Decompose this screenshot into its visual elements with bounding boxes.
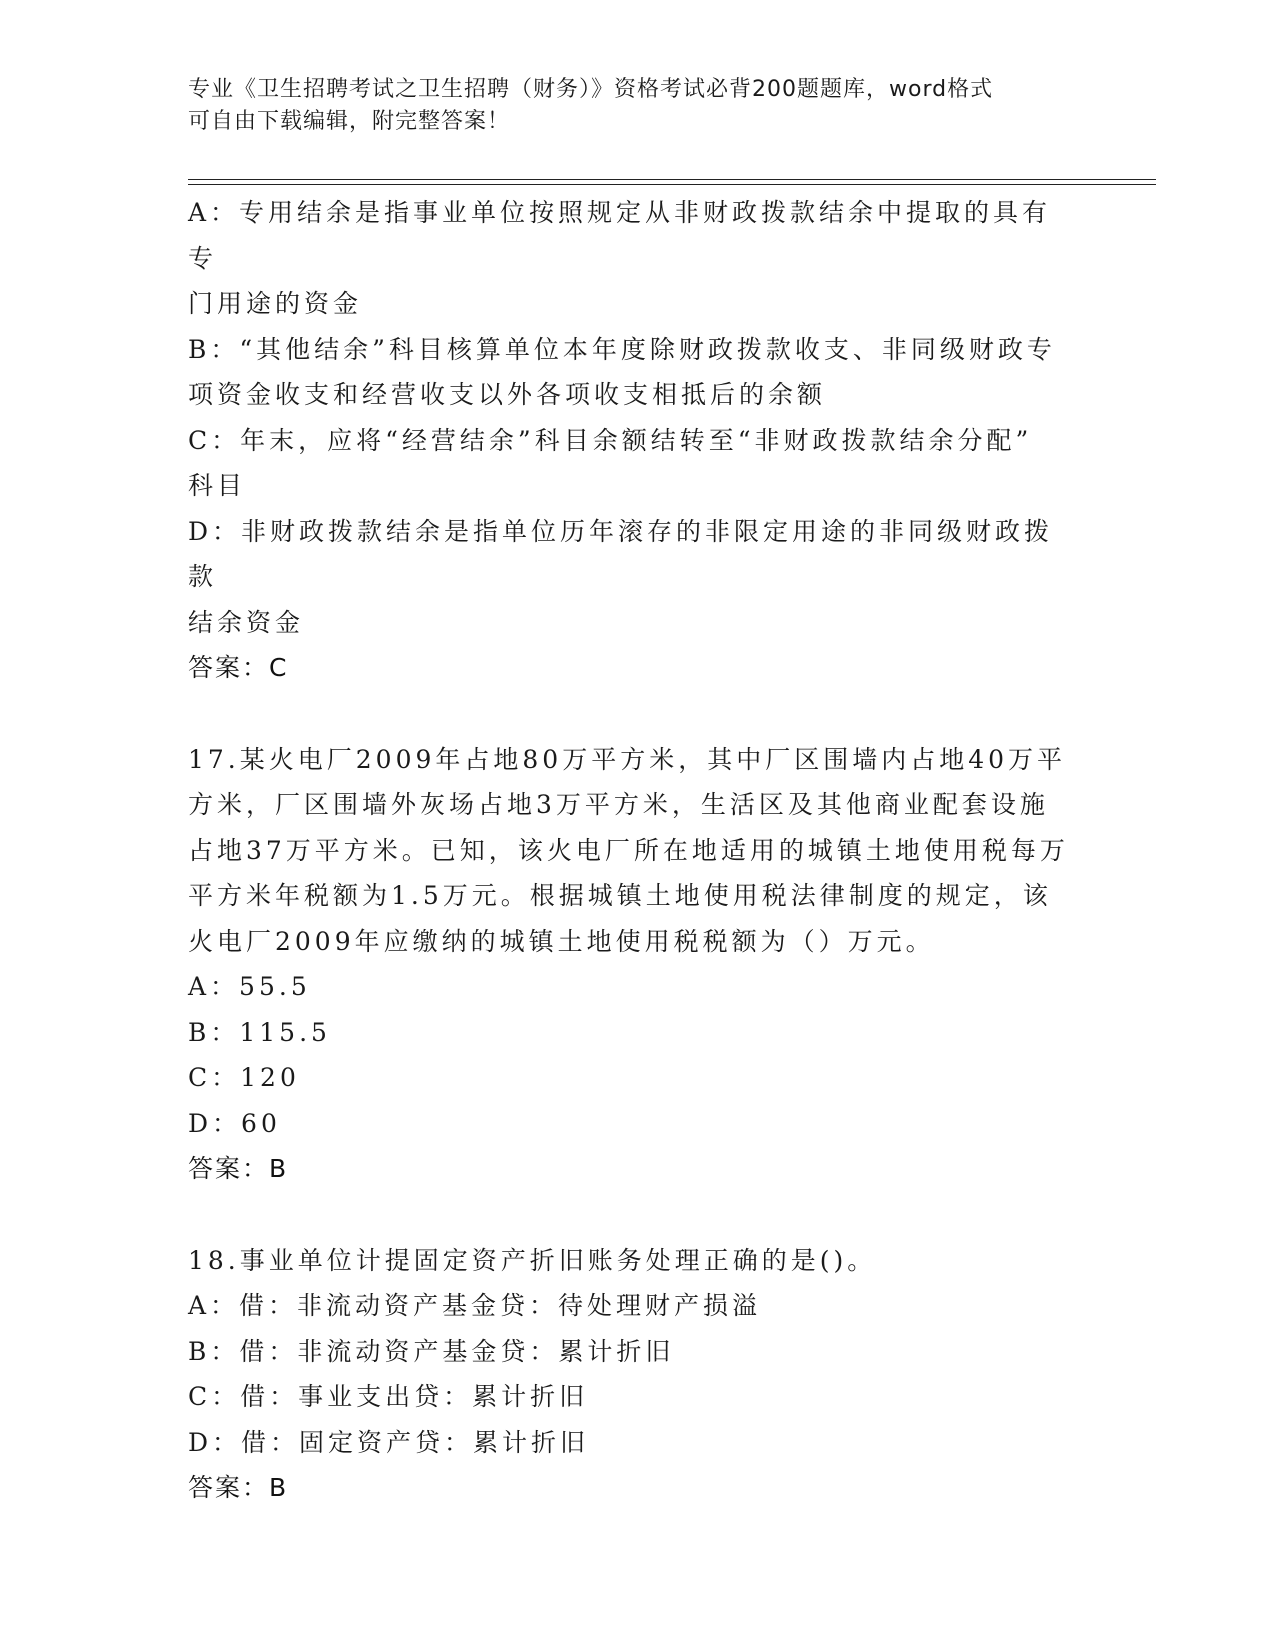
header-line-1: 专业《卫生招聘考试之卫生招聘（财务）》资格考试必背200题题库，word格式 (188, 77, 994, 102)
q16-option-d-line-2: 结余资金 (188, 607, 305, 637)
q18-answer: 答案：B (188, 1473, 289, 1502)
question-18-block (188, 1238, 1078, 1511)
spacer (188, 691, 1078, 737)
q16-option-a-line-2: 门用途的资金 (188, 289, 363, 318)
document-body (188, 190, 1078, 1511)
q17-option-a: A：55.5 (188, 972, 311, 1001)
question-17-block (188, 737, 1078, 1192)
q16-option-a-line-1: A：专用结余是指事业单位按照规定从非财政拨款结余中提取的具有专 (188, 198, 1052, 273)
q18-option-d: D：借：固定资产贷：累计折旧 (188, 1427, 590, 1457)
document-header (188, 74, 1068, 138)
q16-option-c-line-2: 科目 (188, 471, 247, 500)
header-line-2: 可自由下载编辑，附完整答案！ (188, 109, 511, 134)
question-16-block (188, 190, 1078, 691)
q16-option-d-line-1: D：非财政拨款结余是指单位历年滚存的非限定用途的非同级财政拨款 (188, 516, 1054, 591)
q17-stem-line-2: 方米，厂区围墙外灰场占地3万平方米，生活区及其他商业配套设施 (188, 790, 1049, 819)
q16-answer: 答案：C (188, 653, 289, 682)
header-double-rule (188, 179, 1156, 185)
q16-option-c-line-1: C：年末，应将“经营结余”科目余额结转至“非财政拨款结余分配” (188, 425, 1033, 455)
q17-stem-line-5: 火电厂2009年应缴纳的城镇土地使用税税额为（）万元。 (188, 926, 935, 956)
q17-option-b: B：115.5 (188, 1017, 331, 1047)
q16-option-b-line-2: 项资金收支和经营收支以外各项收支相抵后的余额 (188, 380, 827, 409)
q18-option-c: C：借：事业支出贷：累计折旧 (188, 1382, 589, 1411)
q17-stem-line-4: 平方米年税额为1.5万元。根据城镇土地使用税法律制度的规定，该 (188, 881, 1052, 910)
q18-stem: 18.事业单位计提固定资产折旧账务处理正确的是()。 (188, 1245, 877, 1275)
q17-stem-line-3: 占地37万平方米。已知，该火电厂所在地适用的城镇土地使用税每万 (188, 835, 1069, 865)
q18-option-b: B：借：非流动资产基金贷：累计折旧 (188, 1336, 675, 1366)
spacer (188, 1192, 1078, 1238)
q17-stem-line-1: 17.某火电厂2009年占地80万平方米，其中厂区围墙内占地40万平 (188, 744, 1067, 774)
q17-answer: 答案：B (188, 1154, 289, 1183)
q18-option-a: A：借：非流动资产基金贷：待处理财产损溢 (188, 1291, 762, 1320)
q17-option-c: C：120 (188, 1063, 300, 1092)
q17-option-d: D：60 (188, 1108, 281, 1138)
q16-option-b-line-1: B：“其他结余”科目核算单位本年度除财政拨款收支、非同级财政专 (188, 334, 1056, 364)
